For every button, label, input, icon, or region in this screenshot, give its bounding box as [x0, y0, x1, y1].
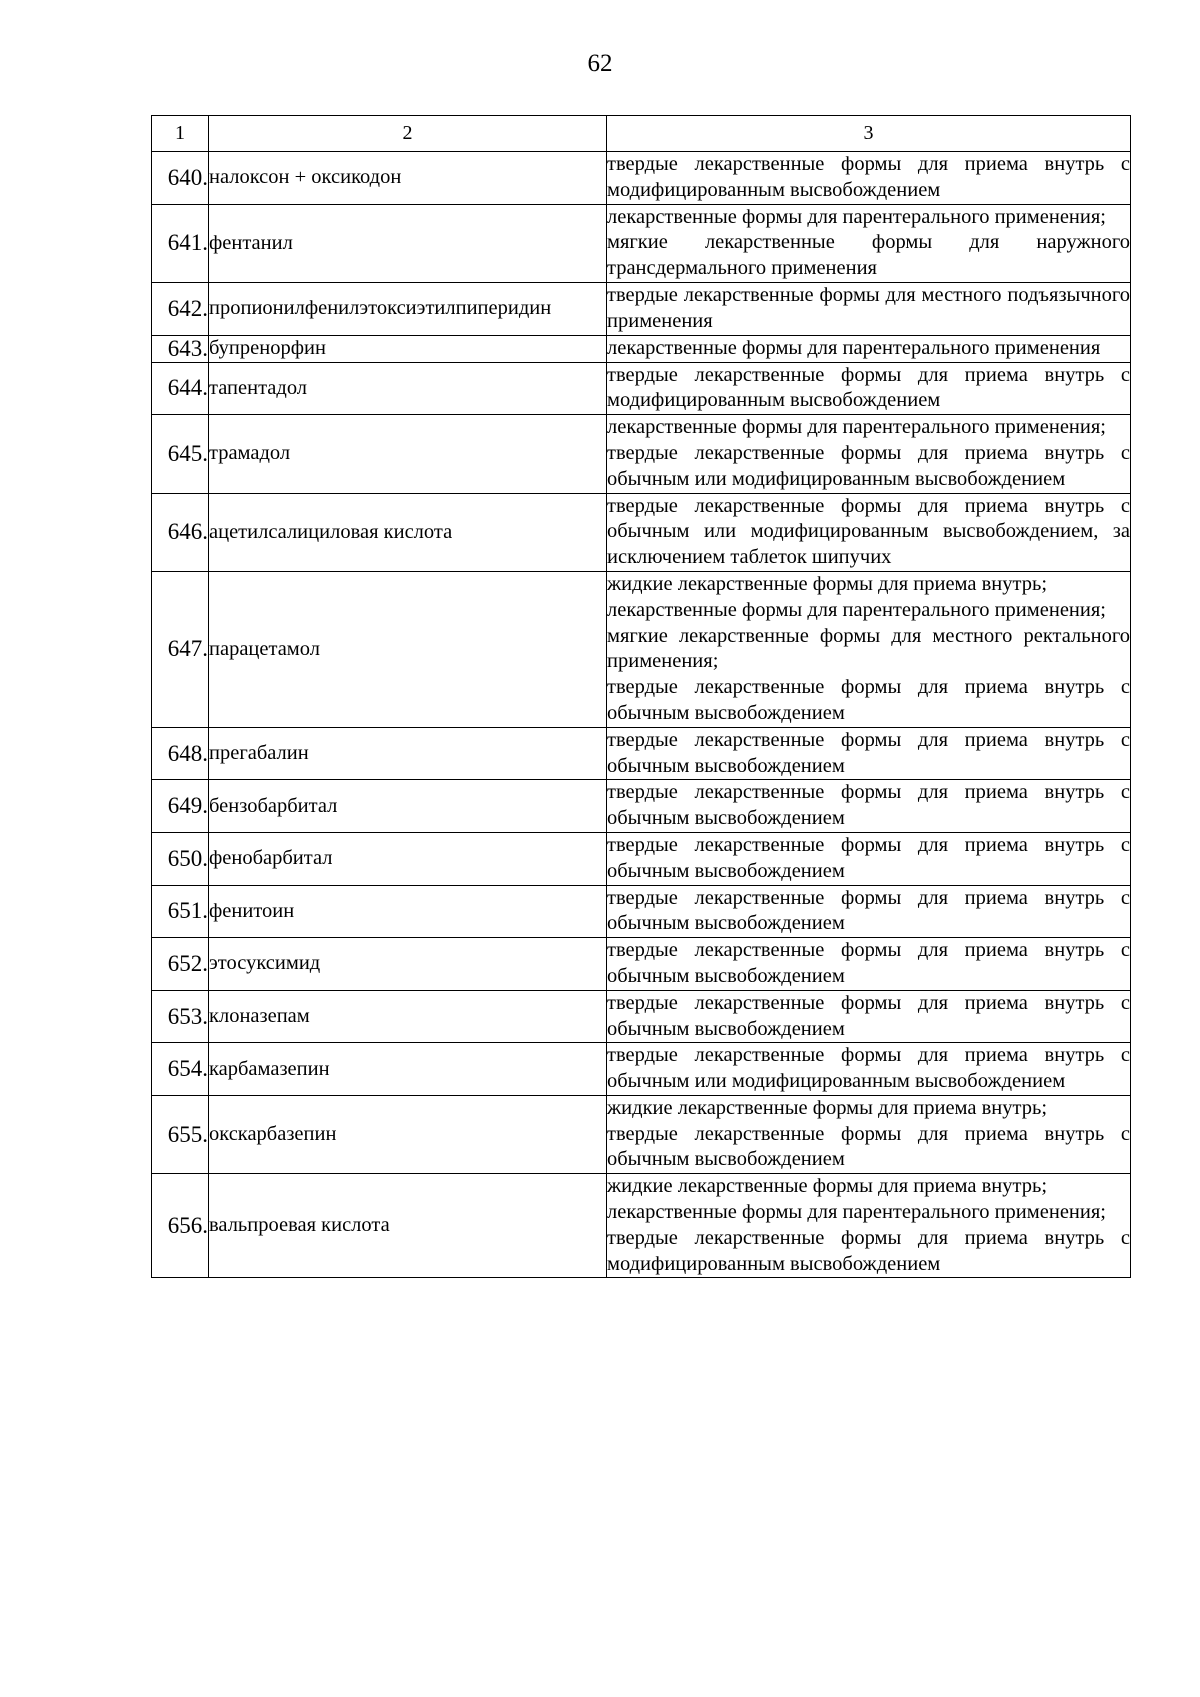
table-row [152, 282, 1131, 335]
dosage-form-line: твердые лекарственные формы для приема внутрь с обычным высвобождением [607, 833, 1130, 882]
row-number: 651. [152, 885, 209, 938]
row-number: 646. [152, 493, 209, 571]
table-row [152, 362, 1131, 415]
dosage-forms [607, 204, 1131, 282]
table-row [152, 938, 1131, 991]
table-row [152, 832, 1131, 885]
drug-name: налоксон + оксикодон [209, 152, 607, 205]
dosage-form-line: лекарственные формы для парентерального применения; [607, 205, 1106, 228]
header-col-2: 2 [209, 116, 607, 152]
table-row [152, 204, 1131, 282]
row-number: 649. [152, 780, 209, 833]
dosage-form-line: мягкие лекарственные формы для наружного трансдермального применения [607, 231, 1130, 280]
table-body [152, 152, 1131, 1278]
dosage-form-line: твердые лекарственные формы для приема внутрь с модифицированным высвобождением [607, 1226, 1130, 1275]
dosage-forms [607, 832, 1131, 885]
drug-name: окскарбазепин [209, 1095, 607, 1173]
drug-name: прегабалин [209, 727, 607, 780]
dosage-forms [607, 780, 1131, 833]
row-number: 642. [152, 282, 209, 335]
dosage-forms [607, 493, 1131, 571]
drug-name: фентанил [209, 204, 607, 282]
dosage-form-line: жидкие лекарственные формы для приема внутрь; [607, 1096, 1048, 1119]
table-row [152, 1174, 1131, 1278]
drug-name: бупренорфин [209, 335, 607, 362]
table-row [152, 990, 1131, 1043]
dosage-forms [607, 1043, 1131, 1096]
row-number: 641. [152, 204, 209, 282]
dosage-form-line: твердые лекарственные формы для приема внутрь с обычным высвобождением [607, 728, 1130, 777]
table-row [152, 885, 1131, 938]
dosage-forms [607, 1095, 1131, 1173]
table-row [152, 415, 1131, 493]
row-number: 654. [152, 1043, 209, 1096]
dosage-forms [607, 152, 1131, 205]
table-row [152, 727, 1131, 780]
row-number: 643. [152, 335, 209, 362]
table-row [152, 1043, 1131, 1096]
dosage-forms [607, 727, 1131, 780]
header-row [152, 116, 1131, 152]
drug-name: парацетамол [209, 571, 607, 727]
dosage-form-line: твердые лекарственные формы для приема внутрь с обычным или модифицированным высвобождением [607, 1044, 1130, 1093]
dosage-form-line: твердые лекарственные формы для приема внутрь с модифицированным высвобождением [607, 363, 1130, 412]
table-row [152, 571, 1131, 727]
drug-table [151, 115, 1131, 1278]
table-row [152, 780, 1131, 833]
row-number: 640. [152, 152, 209, 205]
dosage-forms [607, 282, 1131, 335]
dosage-form-line: твердые лекарственные формы для приема внутрь с обычным или модифицированным высвобождением, за исключением таблеток шипучих [607, 494, 1130, 569]
dosage-form-line: твердые лекарственные формы для приема внутрь с обычным высвобождением [607, 1122, 1130, 1171]
row-number: 645. [152, 415, 209, 493]
drug-name: трамадол [209, 415, 607, 493]
dosage-forms [607, 938, 1131, 991]
dosage-form-line: твердые лекарственные формы для приема внутрь с обычным высвобождением [607, 676, 1130, 724]
drug-name: фенитоин [209, 885, 607, 938]
dosage-forms [607, 571, 1131, 727]
dosage-form-line: лекарственные формы для парентерального применения [607, 336, 1101, 359]
dosage-form-line: твердые лекарственные формы для приема внутрь с обычным высвобождением [607, 991, 1130, 1040]
row-number: 652. [152, 938, 209, 991]
row-number: 655. [152, 1095, 209, 1173]
table-row [152, 493, 1131, 571]
page-number: 62 [587, 50, 613, 77]
dosage-forms [607, 1174, 1131, 1278]
drug-name: пропионилфенилэтоксиэтилпиперидин [209, 282, 607, 335]
drug-name: ацетилсалициловая кислота [209, 493, 607, 571]
dosage-forms [607, 885, 1131, 938]
header-col-1: 1 [152, 116, 209, 152]
drug-name: этосуксимид [209, 938, 607, 991]
dosage-form-line: жидкие лекарственные формы для приема внутрь; [607, 572, 1048, 595]
row-number: 647. [152, 571, 209, 727]
drug-name: клоназепам [209, 990, 607, 1043]
dosage-form-line: твердые лекарственные формы для приема внутрь с обычным высвобождением [607, 886, 1130, 935]
drug-name: бензобарбитал [209, 780, 607, 833]
dosage-form-line: лекарственные формы для парентерального применения; [607, 416, 1106, 439]
table-row [152, 335, 1131, 362]
table-row [152, 152, 1131, 205]
drug-name: вальпроевая кислота [209, 1174, 607, 1278]
dosage-form-line: твердые лекарственные формы для местного подъязычного применения [607, 283, 1130, 332]
dosage-form-line: твердые лекарственные формы для приема внутрь с обычным или модифицированным высвобождением [607, 441, 1130, 490]
dosage-forms [607, 362, 1131, 415]
dosage-form-line: лекарственные формы для парентерального применения; [607, 598, 1106, 621]
header-col-3: 3 [607, 116, 1131, 152]
dosage-form-line: твердые лекарственные формы для приема внутрь с модифицированным высвобождением [607, 153, 1130, 201]
drug-name: фенобарбитал [209, 832, 607, 885]
dosage-forms [607, 415, 1131, 493]
row-number: 653. [152, 990, 209, 1043]
dosage-form-line: твердые лекарственные формы для приема внутрь с обычным высвобождением [607, 781, 1130, 830]
row-number: 648. [152, 727, 209, 780]
dosage-forms [607, 335, 1131, 362]
row-number: 644. [152, 362, 209, 415]
row-number: 656. [152, 1174, 209, 1278]
dosage-forms [607, 990, 1131, 1043]
drug-name: карбамазепин [209, 1043, 607, 1096]
dosage-form-line: мягкие лекарственные формы для местного ректального применения; [607, 624, 1130, 673]
row-number: 650. [152, 832, 209, 885]
drug-name: тапентадол [209, 362, 607, 415]
table-row [152, 1095, 1131, 1173]
dosage-form-line: лекарственные формы для парентерального применения; [607, 1201, 1106, 1224]
dosage-form-line: жидкие лекарственные формы для приема внутрь; [607, 1175, 1048, 1198]
dosage-form-line: твердые лекарственные формы для приема внутрь с обычным высвобождением [607, 939, 1130, 987]
